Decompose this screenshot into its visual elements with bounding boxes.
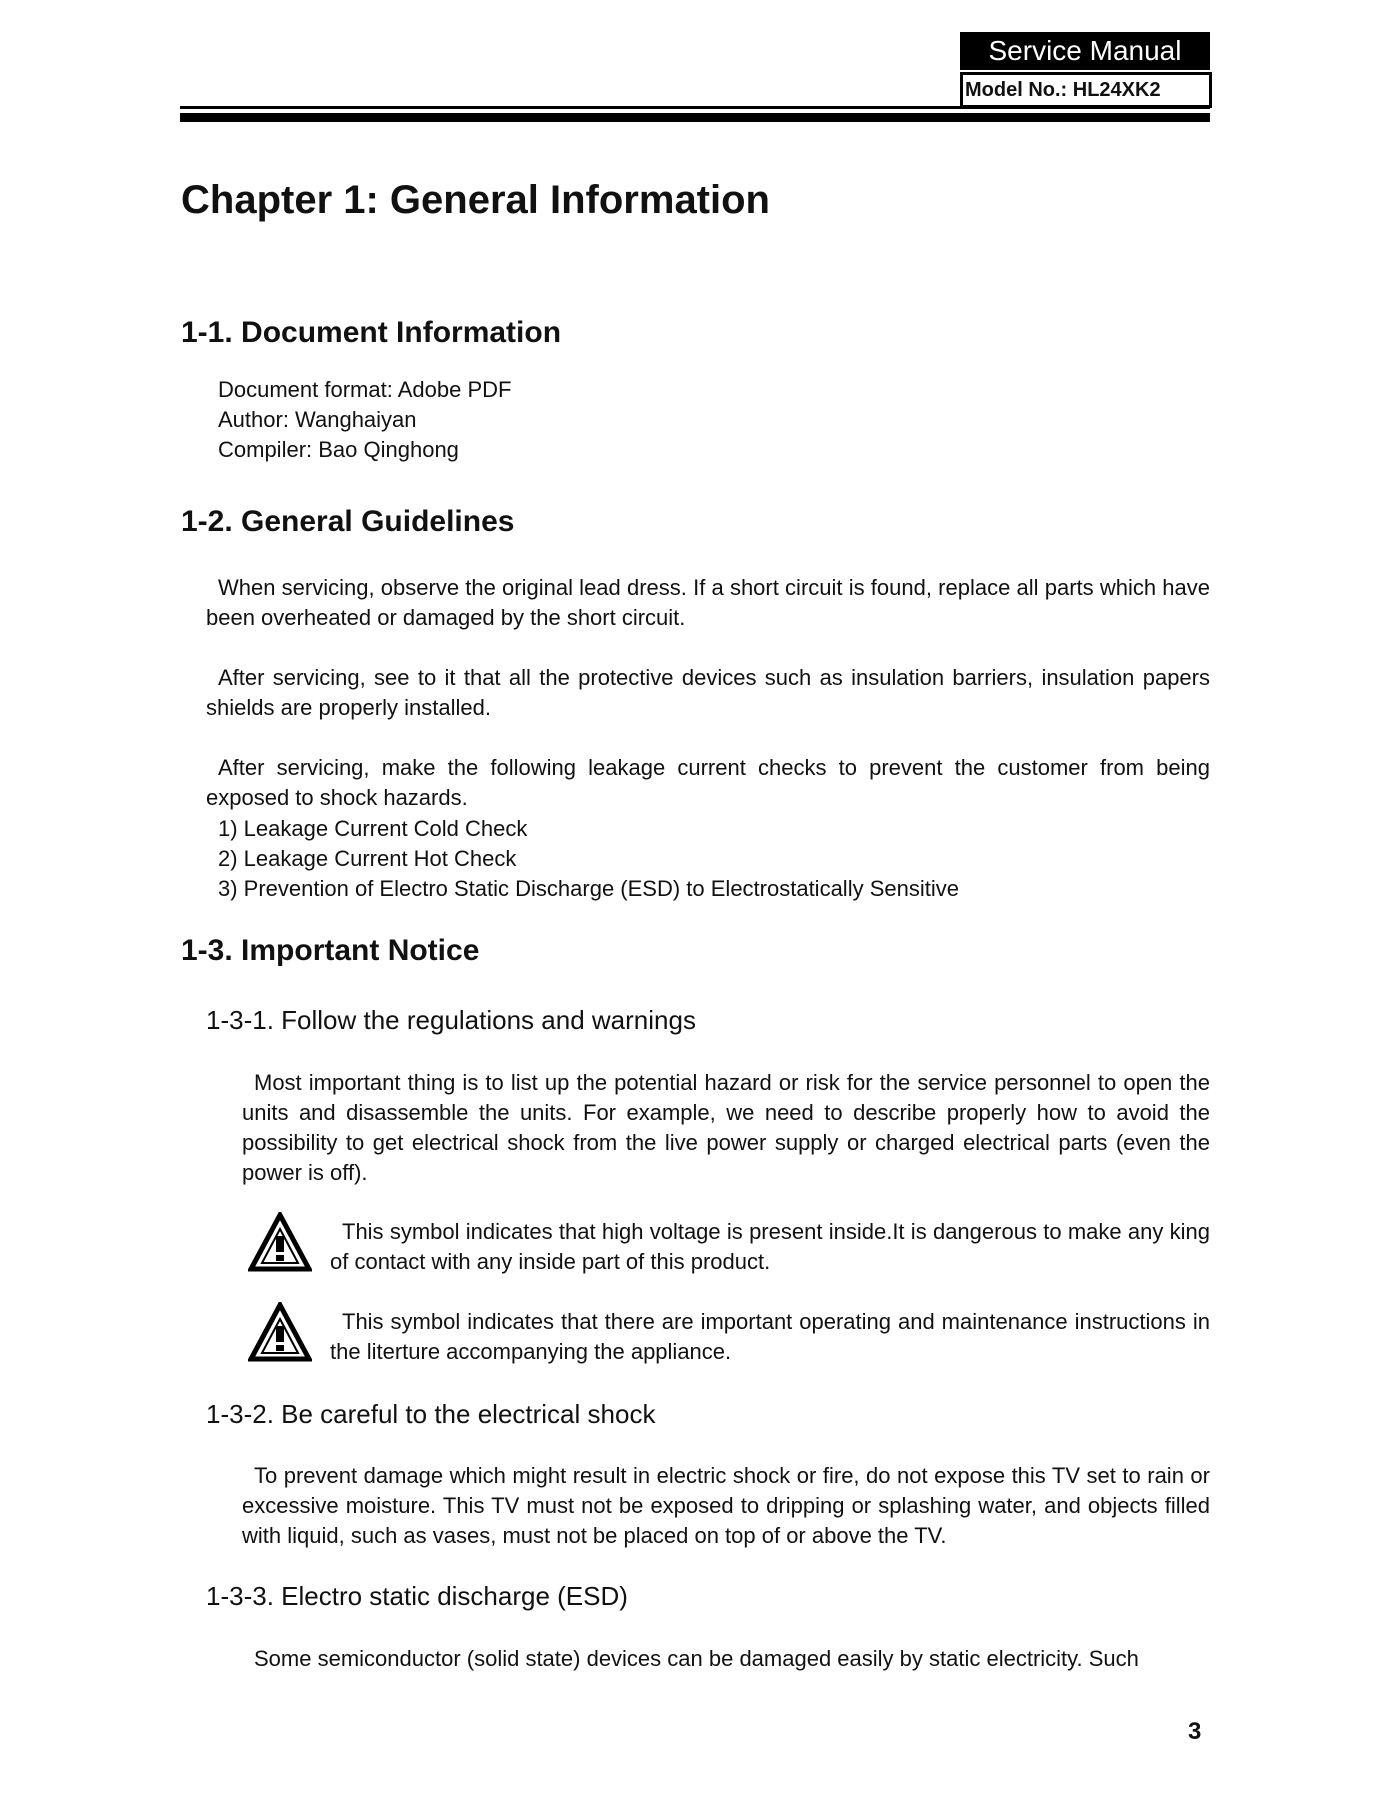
warning-triangle-icon xyxy=(248,1212,312,1272)
author-line: Author: Wanghaiyan xyxy=(218,407,417,432)
instructions-warning-text-content: This symbol indicates that there are important operating and maintenance instructions in the literture accompanying the appliance. xyxy=(330,1309,1210,1364)
section-heading-guidelines: 1-2. General Guidelines xyxy=(181,505,515,538)
guideline-paragraph-1-text: When servicing, observe the original lead dress. If a short circuit is found, replace all parts which have been overheated or damaged by the short circuit. xyxy=(206,575,1210,630)
subsection-heading-electrical-shock: 1-3-2. Be careful to the electrical shock xyxy=(206,1399,656,1429)
high-voltage-warning-text-content: This symbol indicates that high voltage is present inside.It is dangerous to make any king of contact with any inside part of this product. xyxy=(330,1219,1210,1274)
list-item: 2) Leakage Current Hot Check xyxy=(218,846,517,871)
regulations-paragraph-text: Most important thing is to list up the potential hazard or risk for the service personnel to open the units and disassemble the units. For example, we need to describe properly how to avoid the possibility to get electrical shock from the live power supply or charged electrical parts (even the power is off). xyxy=(242,1070,1210,1185)
list-item: 1) Leakage Current Cold Check xyxy=(218,816,528,841)
esd-paragraph xyxy=(242,1644,1210,1674)
guideline-paragraph-3 xyxy=(206,753,1210,813)
doc-format-line: Document format: Adobe PDF xyxy=(218,377,512,402)
model-number: Model No.: HL24XK2 xyxy=(960,72,1212,108)
regulations-paragraph xyxy=(242,1068,1210,1188)
guideline-paragraph-2-text: After servicing, see to it that all the protective devices such as insulation barriers, insulation papers shields are properly installed. xyxy=(206,665,1210,720)
guideline-paragraph-2 xyxy=(206,663,1210,723)
guideline-paragraph-3-text: After servicing, make the following leakage current checks to prevent the customer from being exposed to shock hazards. xyxy=(206,755,1210,810)
esd-paragraph-text: Some semiconductor (solid state) devices can be damaged easily by static electricity. Such xyxy=(254,1646,1139,1671)
electrical-shock-paragraph xyxy=(242,1461,1210,1551)
header-badge xyxy=(960,32,1210,106)
chapter-title: Chapter 1: General Information xyxy=(181,178,770,222)
compiler-line: Compiler: Bao Qinghong xyxy=(218,437,459,462)
instructions-warning-text xyxy=(330,1307,1210,1367)
subsection-heading-regulations: 1-3-1. Follow the regulations and warnings xyxy=(206,1005,696,1035)
page-number: 3 xyxy=(1188,1718,1202,1745)
electrical-shock-paragraph-text: To prevent damage which might result in electric shock or fire, do not expose this TV set to rain or excessive moisture. This TV must not be exposed to dripping or splashing water, and objects filled with liquid, such as vases, must not be placed on top of or above the TV. xyxy=(242,1463,1210,1548)
section-heading-important-notice: 1-3. Important Notice xyxy=(181,934,480,967)
header-title: Service Manual xyxy=(960,32,1210,70)
guideline-paragraph-1 xyxy=(206,573,1210,633)
section-heading-document-info: 1-1. Document Information xyxy=(181,316,562,349)
header-rule-thick xyxy=(180,113,1210,122)
high-voltage-warning-text xyxy=(330,1217,1210,1277)
list-item: 3) Prevention of Electro Static Discharge (ESD) to Electrostatically Sensitive xyxy=(218,876,959,901)
subsection-heading-esd: 1-3-3. Electro static discharge (ESD) xyxy=(206,1581,628,1611)
warning-triangle-icon xyxy=(248,1302,312,1362)
header-rule-thin xyxy=(180,106,1210,109)
